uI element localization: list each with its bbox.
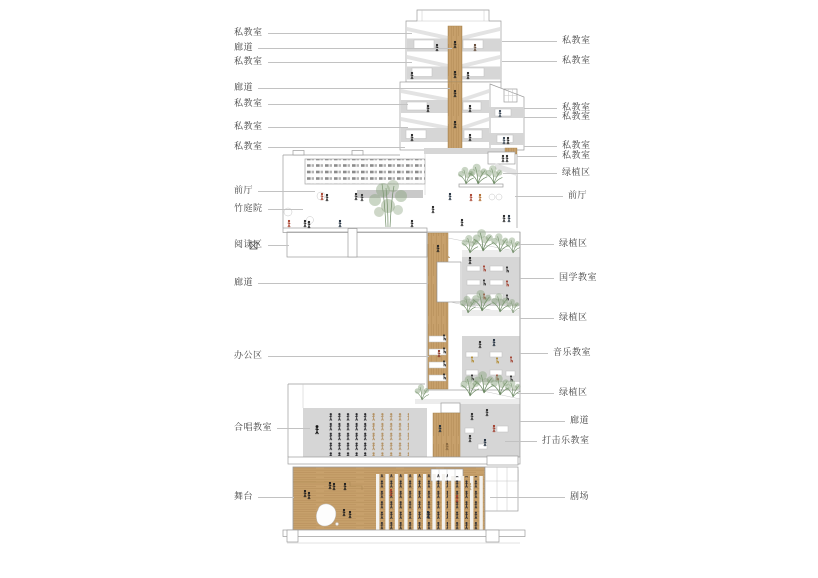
room-label-left-8: 竹庭院 xyxy=(234,204,263,214)
leader-line-left-2 xyxy=(268,62,412,63)
classroom-stack xyxy=(427,229,520,390)
leader-line-right-5 xyxy=(517,156,557,157)
room-label-left-3: 廊道 xyxy=(234,83,254,93)
room-label-left-2: 私教室 xyxy=(234,57,263,67)
music-classroom xyxy=(450,290,520,382)
room-label-right-10: 绿植区 xyxy=(559,313,588,323)
leader-line-right-1 xyxy=(502,61,557,62)
room-label-left-7: 前厅 xyxy=(234,186,254,196)
leader-line-left-12 xyxy=(277,428,310,429)
leader-line-left-7 xyxy=(258,191,315,192)
room-label-left-1: 廊道 xyxy=(234,43,254,53)
room-label-right-3: 私教室 xyxy=(562,112,591,122)
leader-line-left-4 xyxy=(268,104,408,105)
room-label-left-13: 舞台 xyxy=(234,492,254,502)
leader-line-right-9 xyxy=(520,278,554,279)
entry-hall-bamboo-courtyard xyxy=(283,148,517,233)
room-label-left-0: 私教室 xyxy=(234,28,263,38)
room-label-left-10: 廊道 xyxy=(234,278,254,288)
room-label-right-11: 音乐教室 xyxy=(553,348,592,358)
bamboo-tree xyxy=(369,180,407,227)
room-label-right-15: 剧场 xyxy=(570,492,590,502)
room-label-right-7: 前厅 xyxy=(568,191,588,201)
leader-line-right-0 xyxy=(502,41,557,42)
room-label-right-5: 私教室 xyxy=(562,151,591,161)
leader-line-left-8 xyxy=(268,209,303,210)
leader-line-right-12 xyxy=(517,393,554,394)
planter-greenery xyxy=(458,164,502,184)
room-label-left-4: 私教室 xyxy=(234,99,263,109)
leader-line-left-9 xyxy=(268,245,289,246)
leader-line-right-8 xyxy=(520,244,554,245)
leader-line-left-10 xyxy=(258,283,428,284)
theater-side-rooms xyxy=(485,456,518,511)
percussion-classroom xyxy=(460,403,520,457)
room-label-left-5: 私教室 xyxy=(234,122,263,132)
room-label-right-9: 国学教室 xyxy=(559,273,598,283)
theater-level xyxy=(283,456,525,543)
leader-line-right-2 xyxy=(524,108,557,109)
room-label-left-6: 私教室 xyxy=(234,142,263,152)
room-label-right-12: 绿植区 xyxy=(559,388,588,398)
leader-line-right-11 xyxy=(520,353,548,354)
bookshelf-wall xyxy=(305,159,425,184)
leader-line-left-5 xyxy=(268,127,408,128)
leader-line-right-13 xyxy=(520,421,565,422)
leader-line-left-1 xyxy=(258,48,452,49)
room-label-right-6: 绿植区 xyxy=(562,168,591,178)
room-label-left-11: 办公区 xyxy=(234,351,263,361)
leader-line-left-6 xyxy=(268,147,405,148)
room-label-left-12: 合唱教室 xyxy=(234,423,273,433)
leader-line-right-6 xyxy=(503,173,557,174)
leader-line-right-4 xyxy=(524,146,557,147)
leader-line-right-15 xyxy=(490,497,565,498)
leader-line-left-13 xyxy=(258,497,294,498)
room-label-right-0: 私教室 xyxy=(562,36,591,46)
leader-line-right-3 xyxy=(524,117,557,118)
reading-area-band xyxy=(250,229,450,258)
room-label-right-8: 绿植区 xyxy=(559,239,588,249)
room-label-right-4: 私教室 xyxy=(562,141,591,151)
room-label-left-9: 阅读区 xyxy=(234,240,263,250)
leader-line-left-11 xyxy=(268,356,429,357)
leader-line-right-14 xyxy=(505,441,537,442)
audience-rows xyxy=(374,474,448,530)
tower-upper-private-classrooms xyxy=(406,10,501,82)
choir-group-tan xyxy=(372,413,409,456)
room-label-right-14: 打击乐教室 xyxy=(542,436,590,446)
choir-group-dark xyxy=(327,413,371,456)
tower-mid-private-classrooms xyxy=(400,82,524,150)
leader-line-left-3 xyxy=(258,88,450,89)
leader-line-right-10 xyxy=(520,318,554,319)
room-label-right-1: 私教室 xyxy=(562,56,591,66)
leader-line-left-0 xyxy=(268,33,412,34)
room-label-right-13: 廊道 xyxy=(570,416,590,426)
leader-line-right-7 xyxy=(515,196,563,197)
audience-rows xyxy=(450,476,483,530)
room-label-right-2: 私教室 xyxy=(562,103,591,113)
